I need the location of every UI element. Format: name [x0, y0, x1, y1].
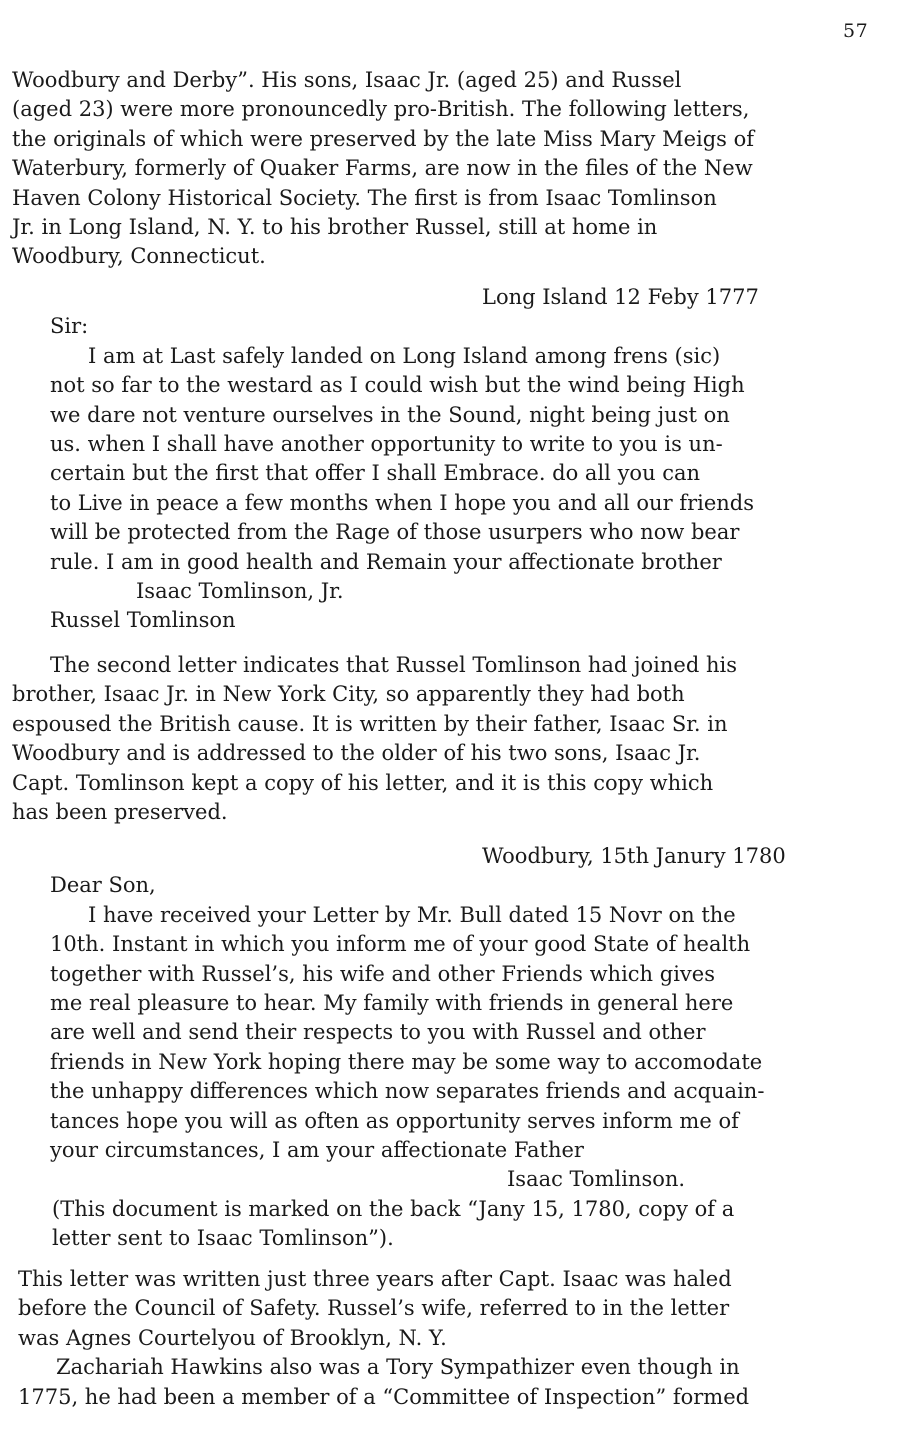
archival-note-line: (This document is marked on the back “Jany 15, 1780, copy of a: [52, 1196, 735, 1221]
text-line: Haven Colony Historical Society. The first is from Isaac Tomlinson: [12, 185, 717, 210]
letter-1-line: us. when I shall have another opportunity to write to you is un-: [50, 432, 723, 457]
letter-1-line: to Live in peace a few months when I hope you and all our friends: [50, 490, 754, 515]
letter-1-dateline: Long Island 12 Feby 1777: [482, 285, 759, 309]
letter-1-signature: Isaac Tomlinson, Jr.: [136, 579, 344, 604]
letter-1-line: certain but the first that offer I shall Embrace. do all you can: [50, 461, 701, 486]
text-line: Jr. in Long Island, N. Y. to his brother Russel, still at home in: [12, 215, 658, 240]
text-line: was Agnes Courtelyou of Brooklyn, N. Y.: [18, 1325, 447, 1350]
letter-2-salutation: Dear Son,: [50, 873, 156, 898]
text-line: The second letter indicates that Russel Tomlinson had joined his: [50, 653, 737, 677]
text-line: Woodbury and Derby”. His sons, Isaac Jr. (aged 25) and Russel: [12, 68, 682, 92]
closing-paragraph: [0, 1265, 900, 1412]
letter-2: [0, 842, 900, 1254]
letter-2-dateline: Woodbury, 15th Janury 1780: [482, 844, 786, 868]
text-line: the originals of which were preserved by the late Miss Mary Meigs of: [12, 126, 755, 151]
letter-2-line: tances hope you will as often as opportunity serves inform me of: [50, 1108, 739, 1133]
letter-2-line: the unhappy differences which now separates friends and acquain-: [50, 1079, 765, 1104]
letter-1: [0, 283, 900, 636]
letter-2-line: 10th. Instant in which you inform me of your good State of health: [50, 932, 751, 957]
letter-2-line: me real pleasure to hear. My family with friends in general here: [50, 991, 734, 1016]
text-line: Woodbury and is addressed to the older of his two sons, Isaac Jr.: [12, 741, 701, 766]
letter-2-signature: Isaac Tomlinson.: [507, 1167, 686, 1192]
text-line: Zachariah Hawkins also was a Tory Sympathizer even though in: [56, 1355, 740, 1380]
text-line: (aged 23) were more pronouncedly pro-British. The following letters,: [12, 97, 750, 122]
page-number: 57: [843, 20, 869, 42]
text-line: has been preserved.: [12, 800, 228, 825]
text-line: before the Council of Safety. Russel’s wife, referred to in the letter: [18, 1296, 730, 1321]
letter-2-line: are well and send their respects to you with Russel and other: [50, 1020, 706, 1045]
text-line: espoused the British cause. It is written by their father, Isaac Sr. in: [12, 711, 728, 736]
archival-note-line: letter sent to Isaac Tomlinson”).: [52, 1226, 394, 1251]
letter-2-line: friends in New York hoping there may be some way to accomodate: [50, 1049, 763, 1074]
letter-2-line: your circumstances, I am your affectionate Father: [50, 1138, 584, 1163]
text-line: Waterbury, formerly of Quaker Farms, are now in the files of the New: [12, 156, 753, 181]
text-line: This letter was written just three years after Capt. Isaac was haled: [18, 1267, 732, 1291]
letter-1-addressee: Russel Tomlinson: [50, 608, 236, 633]
letter-1-line: I am at Last safely landed on Long Island among frens (sic): [88, 343, 721, 368]
text-line: Capt. Tomlinson kept a copy of his letter, and it is this copy which: [12, 770, 714, 795]
letter-1-line: rule. I am in good health and Remain your affectionate brother: [50, 549, 722, 574]
letter-1-line: not so far to the westard as I could wish but the wind being High: [50, 373, 745, 398]
letter-1-salutation: Sir:: [50, 314, 89, 339]
letter-1-line: will be protected from the Rage of those usurpers who now bear: [50, 520, 740, 545]
intro-paragraph: [0, 66, 900, 272]
letter-1-line: we dare not venture ourselves in the Sound, night being just on: [50, 402, 730, 427]
letter-2-line: I have received your Letter by Mr. Bull dated 15 Novr on the: [88, 902, 736, 927]
letter-2-line: together with Russel’s, his wife and other Friends which gives: [50, 961, 715, 986]
text-line: Woodbury, Connecticut.: [12, 244, 266, 269]
text-line: brother, Isaac Jr. in New York City, so apparently they had both: [12, 682, 685, 707]
middle-paragraph: [0, 651, 900, 827]
text-line: 1775, he had been a member of a “Committee of Inspection” formed: [18, 1384, 750, 1409]
